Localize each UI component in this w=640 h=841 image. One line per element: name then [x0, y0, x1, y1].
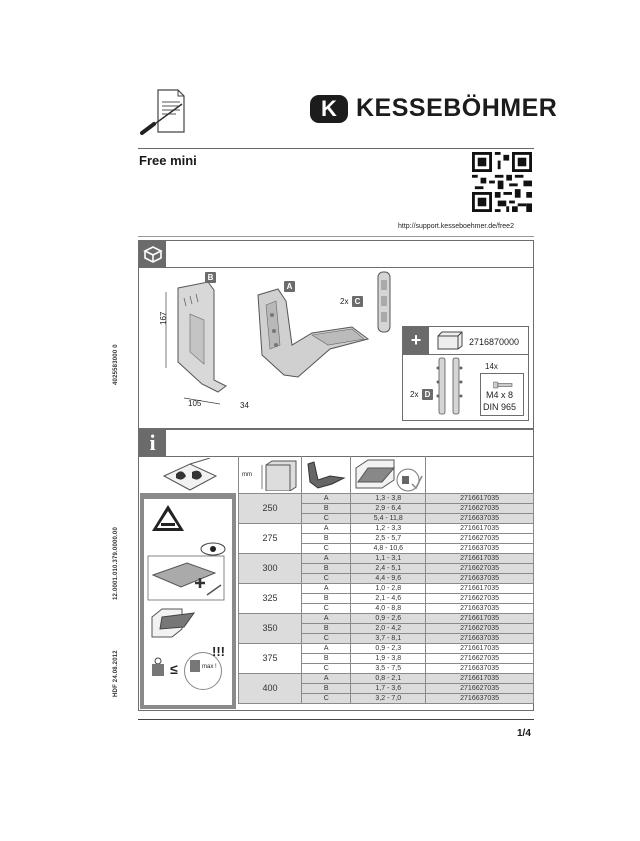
- footer-divider: [138, 719, 534, 720]
- weight-range-cell: 1,1 - 3,1: [351, 554, 426, 564]
- mechanism-type-cell: B: [302, 504, 351, 514]
- part-number-cell: 2716627035: [426, 594, 534, 604]
- mechanism-type-cell: C: [302, 604, 351, 614]
- part-number-cell: 2716637035: [426, 544, 534, 554]
- qr-code[interactable]: [472, 152, 532, 212]
- weight-range-cell: 4,4 - 9,6: [351, 574, 426, 584]
- mechanism-type-cell: A: [302, 674, 351, 684]
- info-icon: i: [139, 430, 166, 456]
- table-row: [239, 614, 534, 624]
- mechanism-type-icon: [304, 460, 348, 495]
- part-c-quantity: 2x: [340, 297, 349, 306]
- mechanism-type-cell: A: [302, 584, 351, 594]
- package-contents-icon: [139, 241, 166, 267]
- part-number-cell: 2716617035: [426, 494, 534, 504]
- manual-screwdriver-icon: [140, 88, 190, 136]
- pinch-hazard-warning-icon: [150, 503, 186, 538]
- contents-header-divider: [138, 267, 534, 268]
- part-number-cell: 2716637035: [426, 514, 534, 524]
- ean-code: 4025583000 0: [113, 344, 119, 385]
- mechanism-type-cell: B: [302, 654, 351, 664]
- product-title: Free mini: [139, 153, 197, 168]
- mechanism-type-cell: A: [302, 554, 351, 564]
- table-row: [239, 674, 534, 684]
- cabinet-depth-header: mm: [242, 472, 252, 478]
- weight-range-cell: 4,8 - 10,6: [351, 544, 426, 554]
- weight-range-cell: 0,8 - 2,1: [351, 674, 426, 684]
- table-row: [239, 524, 534, 534]
- weight-range-cell: 4,0 - 8,8: [351, 604, 426, 614]
- cabinet-depth-cell: 375: [239, 644, 302, 674]
- weight-range-cell: 1,2 - 3,3: [351, 524, 426, 534]
- part-number-cell: 2716637035: [426, 634, 534, 644]
- part-number-cell: 2716637035: [426, 574, 534, 584]
- mechanism-type-cell: C: [302, 514, 351, 524]
- support-url[interactable]: http://support.kesseboehmer.de/free2: [398, 223, 514, 230]
- cabinet-depth-cell: 300: [239, 554, 302, 584]
- logo-mark-icon: K: [310, 95, 348, 123]
- accessory-divider: [402, 354, 529, 355]
- weight-range-cell: 3,7 - 8,1: [351, 634, 426, 644]
- part-number-cell: 2716617035: [426, 674, 534, 684]
- max-weight-label: max !: [202, 664, 217, 670]
- weight-range-cell: 1,9 - 3,8: [351, 654, 426, 664]
- weight-leq-symbol: ≤: [170, 661, 178, 677]
- weight-range-cell: 2,1 - 4,6: [351, 594, 426, 604]
- url-divider: [138, 236, 534, 237]
- cover-part-b-drawing: [160, 280, 240, 410]
- table-row: [239, 584, 534, 594]
- mechanism-type-cell: C: [302, 574, 351, 584]
- screw-spec-standard: DIN 965: [483, 402, 517, 412]
- load-range-table: [238, 493, 534, 704]
- part-number-cell: 2716627035: [426, 654, 534, 664]
- table-row: [239, 494, 534, 504]
- part-number-cell: 2716617035: [426, 524, 534, 534]
- mechanism-type-cell: B: [302, 624, 351, 634]
- page-number: 1/4: [517, 728, 531, 739]
- weight-range-cell: 1,3 - 3,8: [351, 494, 426, 504]
- weight-range-cell: 2,5 - 5,7: [351, 534, 426, 544]
- mechanism-type-cell: A: [302, 524, 351, 534]
- part-d-quantity: 2x: [410, 390, 419, 399]
- bracket-part-c-drawing: [375, 270, 393, 334]
- dimension-height: 167: [159, 311, 168, 325]
- part-number-cell: 2716637035: [426, 604, 534, 614]
- weight-range-cell: 3,2 - 7,0: [351, 694, 426, 704]
- part-number-cell: 2716617035: [426, 584, 534, 594]
- packed-parts-box-drawing: [160, 458, 220, 492]
- part-number-cell: 2716627035: [426, 534, 534, 544]
- weight-check-icon: [354, 458, 424, 497]
- mechanism-type-cell: B: [302, 684, 351, 694]
- mechanism-type-cell: B: [302, 534, 351, 544]
- article-number: 12.0001.010.379.0000.00: [113, 527, 119, 600]
- brand-logo: [310, 94, 557, 123]
- table-row: [239, 644, 534, 654]
- part-number-cell: 2716637035: [426, 694, 534, 704]
- label-a: A: [284, 281, 295, 292]
- cabinet-depth-cell: 275: [239, 524, 302, 554]
- mechanism-type-cell: C: [302, 694, 351, 704]
- weight-range-cell: 2,4 - 5,1: [351, 564, 426, 574]
- weight-icon: [150, 657, 166, 682]
- weight-range-cell: 2,0 - 4,2: [351, 624, 426, 634]
- weight-range-cell: 0,9 - 2,3: [351, 644, 426, 654]
- mechanism-type-cell: B: [302, 594, 351, 604]
- mechanism-type-cell: B: [302, 564, 351, 574]
- cabinet-depth-cell: 250: [239, 494, 302, 524]
- plus-icon: +: [403, 327, 429, 354]
- part-number-cell: 2716637035: [426, 664, 534, 674]
- brand-name: KESSEBÖHMER: [356, 94, 558, 122]
- mechanism-type-cell: C: [302, 664, 351, 674]
- cabinet-depth-icon: [258, 459, 298, 496]
- weight-range-cell: 3,5 - 7,5: [351, 664, 426, 674]
- dimension-width: 105: [188, 399, 202, 408]
- accessory-box-drawing: [436, 330, 464, 350]
- mechanism-type-cell: A: [302, 614, 351, 624]
- accessory-part-number: 2716870000: [469, 337, 520, 347]
- part-number-cell: 2716617035: [426, 644, 534, 654]
- part-number-cell: 2716627035: [426, 504, 534, 514]
- mechanism-type-cell: C: [302, 544, 351, 554]
- caution-exclamations: !!!: [212, 644, 225, 659]
- weight-range-cell: 1,0 - 2,8: [351, 584, 426, 594]
- revision-date: HDF 24.08.2012: [113, 650, 119, 697]
- mechanism-type-cell: C: [302, 634, 351, 644]
- dimension-depth: 34: [240, 401, 249, 410]
- screw-spec-size: M4 x 8: [486, 390, 514, 400]
- part-number-cell: 2716627035: [426, 684, 534, 694]
- screw-quantity: 14x: [485, 362, 498, 371]
- weight-range-cell: 1,7 - 3,6: [351, 684, 426, 694]
- header-divider: [138, 148, 534, 149]
- cabinet-depth-cell: 400: [239, 674, 302, 704]
- label-c: C: [352, 296, 363, 307]
- mounting-strips-part-d-drawing: [435, 356, 465, 416]
- installed-plate-drawing: [150, 605, 200, 644]
- part-number-cell: 2716627035: [426, 624, 534, 634]
- cabinet-depth-cell: 325: [239, 584, 302, 614]
- part-number-cell: 2716627035: [426, 564, 534, 574]
- weight-range-cell: 0,9 - 2,6: [351, 614, 426, 624]
- label-b: B: [205, 272, 216, 283]
- weight-range-cell: 5,4 - 11,8: [351, 514, 426, 524]
- cabinet-depth-cell: 350: [239, 614, 302, 644]
- max-weight-kg-icon: [190, 660, 200, 672]
- weight-range-cell: 2,9 - 6,4: [351, 504, 426, 514]
- part-number-cell: 2716617035: [426, 614, 534, 624]
- label-d: D: [422, 389, 433, 400]
- part-number-cell: 2716617035: [426, 554, 534, 564]
- mechanism-type-cell: A: [302, 494, 351, 504]
- mechanism-type-cell: A: [302, 644, 351, 654]
- table-row: [239, 554, 534, 564]
- mounting-plate-drawing: [147, 555, 225, 606]
